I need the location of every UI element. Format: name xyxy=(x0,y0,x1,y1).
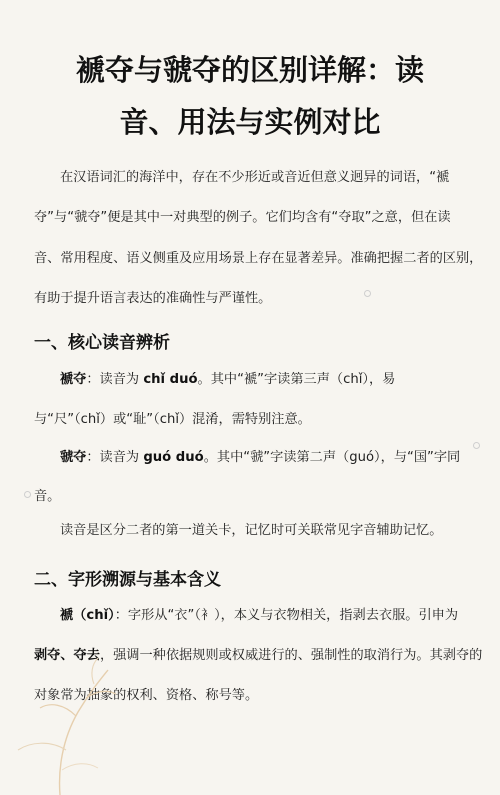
guoduo-line-2: 音。 xyxy=(34,489,61,504)
pinyin-guoduo: guó duó xyxy=(143,450,204,465)
title-line-2: 音、用法与实例对比 xyxy=(119,105,381,139)
decorative-dot xyxy=(364,290,371,297)
term-guoduo: 虢夺 xyxy=(60,450,87,465)
decorative-dot xyxy=(473,442,480,449)
intro-line-3: 音、常用程度、语义侧重及应用场景上存在显著差异。准确把握二者的区别， xyxy=(34,251,483,266)
term-chiduo: 褫夺 xyxy=(60,372,87,387)
guoduo-text-b: 。其中“虢”字读第二声（guó），与“国”字同 xyxy=(203,450,461,465)
chiduo-line-1 xyxy=(34,368,395,387)
term-boduo: 剥夺、夺去 xyxy=(34,648,100,663)
section-heading-etymology: 二、字形溯源与基本含义 xyxy=(34,570,221,590)
botanical-line-decoration xyxy=(0,600,120,795)
intro-line-1: 在汉语词汇的海洋中，存在不少形近或音近但意义迥异的词语，“褫 xyxy=(60,170,450,185)
chi-text-2: ，强调一种依据规则或权威进行的、强制性的取消行为。其剥夺的 xyxy=(99,648,483,663)
note-line: 读音是区分二者的第一道关卡，记忆时可关联常见字音辅助记忆。 xyxy=(60,523,443,538)
title-line-1: 褫夺与虢夺的区别详解：读 xyxy=(75,53,424,87)
section-heading-pronunciation: 一、核心读音辨析 xyxy=(34,333,170,353)
chiduo-text-b: 。其中“褫”字读第三声（chǐ），易 xyxy=(197,372,396,387)
intro-line-2: 夺”与“虢夺”便是其中一对典型的例子。它们均含有“夺取”之意，但在读 xyxy=(34,210,451,225)
term-chi-character: 褫（chǐ） xyxy=(60,608,115,623)
intro-line-4: 有助于提升语言表达的准确性与严谨性。 xyxy=(34,291,272,306)
pinyin-chiduo: chǐ duó xyxy=(143,372,198,387)
decorative-dot xyxy=(24,491,31,498)
chiduo-text-a: ：读音为 xyxy=(86,372,144,387)
article-title xyxy=(20,44,480,148)
chi-text-1: ：字形从“衣”（衤），本义与衣物相关，指剥去衣服。引申为 xyxy=(114,608,459,623)
chi-line-3: 对象常为抽象的权利、资格、称号等。 xyxy=(34,688,259,703)
chiduo-line-2: 与“尺”（chǐ）或“耻”（chǐ）混淆，需特别注意。 xyxy=(34,412,311,427)
guoduo-line-1 xyxy=(34,446,460,465)
guoduo-text-a: ：读音为 xyxy=(86,450,144,465)
